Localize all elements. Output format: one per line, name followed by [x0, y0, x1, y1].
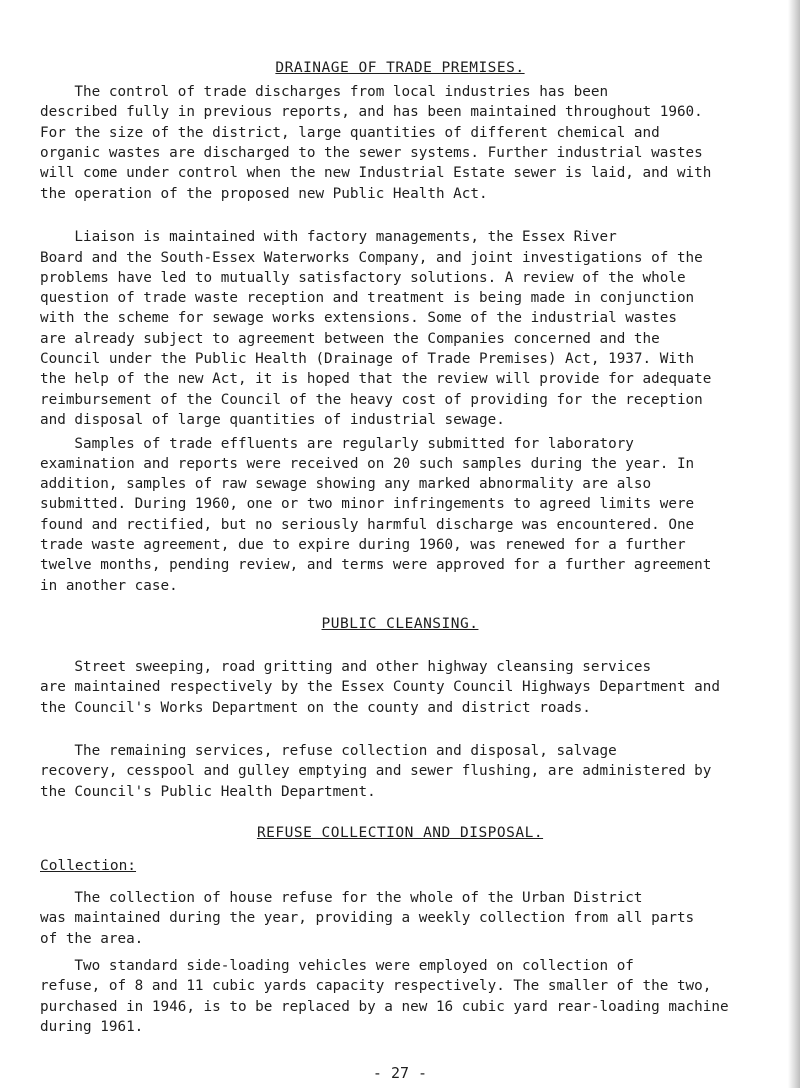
paragraph-drainage-3: Samples of trade effluents are regularly submitted for laboratory examination and reports were received on 20 such samples during the year. In addition, samples of raw sewage showing any marked abnormality are also submitted. During 1960, one or two minor infringements to agreed limits were found and rectified, but no seriously harmful discharge was encountered. One trade waste agreement, due to expire during 1960, was renewed for a further twelve months, pending review, and terms were approved for a further agreement in another case. — [40, 435, 712, 594]
paragraph-cleansing-2: The remaining services, refuse collection and disposal, salvage recovery, cesspool and gulley emptying and sewer flushing, are administered by the Council's Public Health Department. — [40, 743, 712, 800]
paragraph-drainage-2: Liaison is maintained with factory managements, the Essex River Board and the South-Essex Waterworks Company, and joint investigations of the problems have led to mutually satisfactory solutions. A review of the whole question of trade waste reception and treatment is being made in conjunction with the scheme for sewage works extensions. Some of the industrial wastes are already subject to agreement between the Companies concerned and the Council under the Public Health (Drainage of Trade Premises) Act, 1937. With the help of the new Act, it is hoped that the review will provide for adequate reimbursement of the Council of the heavy cost of providing for the reception and disposal of large quantities of industrial sewage. — [40, 229, 712, 428]
heading-refuse-collection: REFUSE COLLECTION AND DISPOSAL. — [256, 825, 544, 842]
scan-edge-shadow — [788, 0, 800, 1088]
heading-drainage: DRAINAGE OF TRADE PREMISES. — [275, 60, 525, 77]
subheading-collection: Collection: — [40, 857, 137, 874]
paragraph-refuse-1: The collection of house refuse for the whole of the Urban District was maintained during the year, providing a weekly collection from all parts of the area. — [40, 890, 695, 947]
paragraph-drainage-1: The control of trade discharges from local industries has been described fully in previous reports, and has been maintained throughout 1960. For the size of the district, large quantities of different chemical and organic wastes are discharged to the sewer systems. Further industrial wastes will come under control when the new Industrial Estate sewer is laid, and with the operation of the proposed new Public Health Act. — [40, 84, 712, 202]
paragraph-cleansing-1: Street sweeping, road gritting and other highway cleansing services are maintained respectively by the Essex County Council Highways Department and the Council's Works Department on the county and district roads. — [40, 659, 720, 716]
paragraph-refuse-2: Two standard side-loading vehicles were employed on collection of refuse, of 8 and 11 cubic yards capacity respectively. The smaller of the two, purchased in 1946, is to be replaced by a new 16 cubic yard rear-loading machine during 1961. — [40, 957, 729, 1035]
heading-public-cleansing: PUBLIC CLEANSING. — [321, 615, 479, 632]
page-number: - 27 - — [372, 1064, 428, 1082]
